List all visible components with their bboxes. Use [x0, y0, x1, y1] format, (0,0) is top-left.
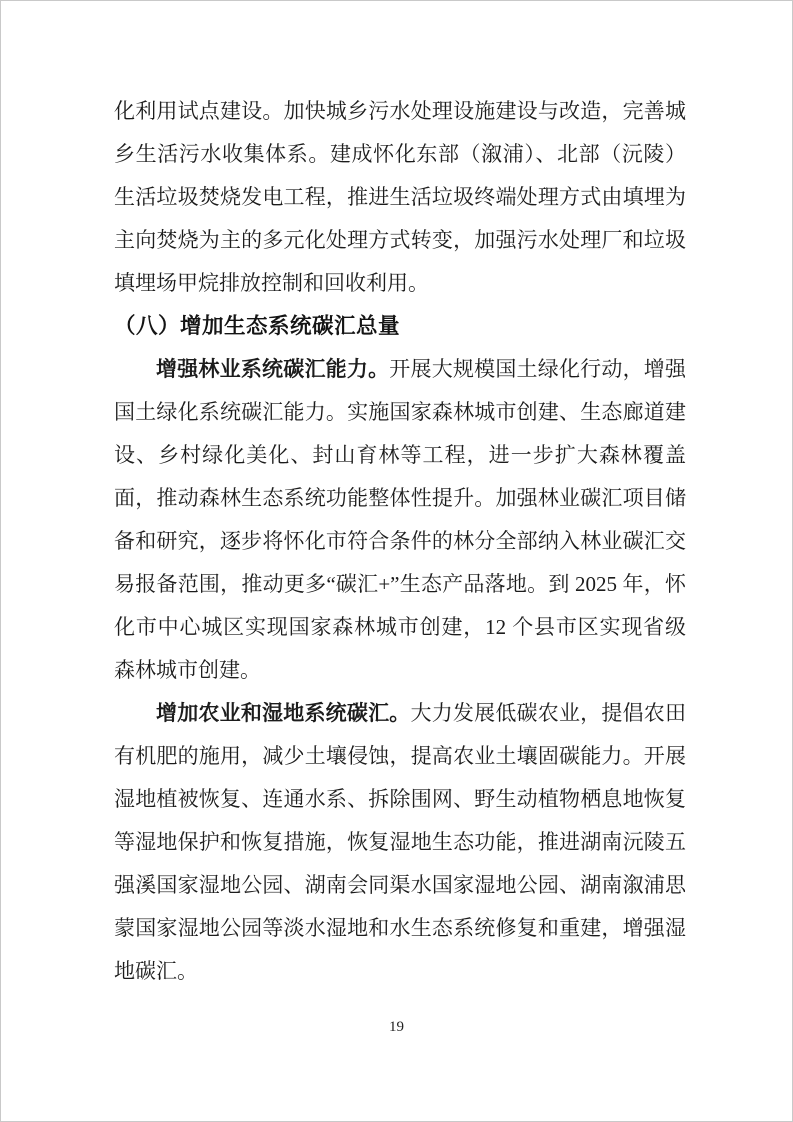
paragraph-bold-lead: 增加农业和湿地系统碳汇。 [156, 702, 411, 725]
paragraph-text: 大力发展低碳农业，提倡农田有机肥的施用，减少土壤侵蚀，提高农业土壤固碳能力。开展湿地植被恢复、连通水系、拆除围网、野生动植物栖息地恢复等湿地保护和恢复措施，恢复湿地生态功能，推进湖南沅陵五强溪国家湿地公园、湖南会同渠水国家湿地公园、湖南溆浦思蒙国家湿地公园等淡水湿地和水生态系统修复和重建，增强湿地碳汇。 [114, 701, 686, 983]
paragraph-bold-lead: 增强林业系统碳汇能力。 [156, 358, 390, 381]
paragraph-waste-treatment-continuation [114, 90, 686, 305]
paragraph-agriculture-wetland-carbon-sink [114, 692, 686, 993]
section-heading-8: （八）增加生态系统碳汇总量 [114, 314, 401, 338]
paragraph-text: 开展大规模国土绿化行动，增强国土绿化系统碳汇能力。实施国家森林城市创建、生态廊道建设、乡村绿化美化、封山育林等工程，进一步扩大森林覆盖面，推动森林生态系统功能整体性提升。加强林业碳汇项目储备和研究，逐步将怀化市符合条件的林分全部纳入林业碳汇交易报备范围，推动更多“碳汇+”生态产品落地。到 2025 年，怀化市中心城区实现国家森林城市创建，12 个县市区实现省级森林城市创建。 [114, 357, 687, 682]
paragraph-text: 化利用试点建设。加快城乡污水处理设施建设与改造，完善城乡生活污水收集体系。建成怀化东部（溆浦）、北部（沅陵）生活垃圾焚烧发电工程，推进生活垃圾终端处理方式由填埋为主向焚烧为主的多元化处理方式转变，加强污水处理厂和垃圾填埋场甲烷排放控制和回收利用。 [114, 99, 686, 295]
page-number: 19 [389, 1019, 404, 1035]
page-content [114, 90, 686, 993]
paragraph-forestry-carbon-sink [114, 348, 686, 692]
